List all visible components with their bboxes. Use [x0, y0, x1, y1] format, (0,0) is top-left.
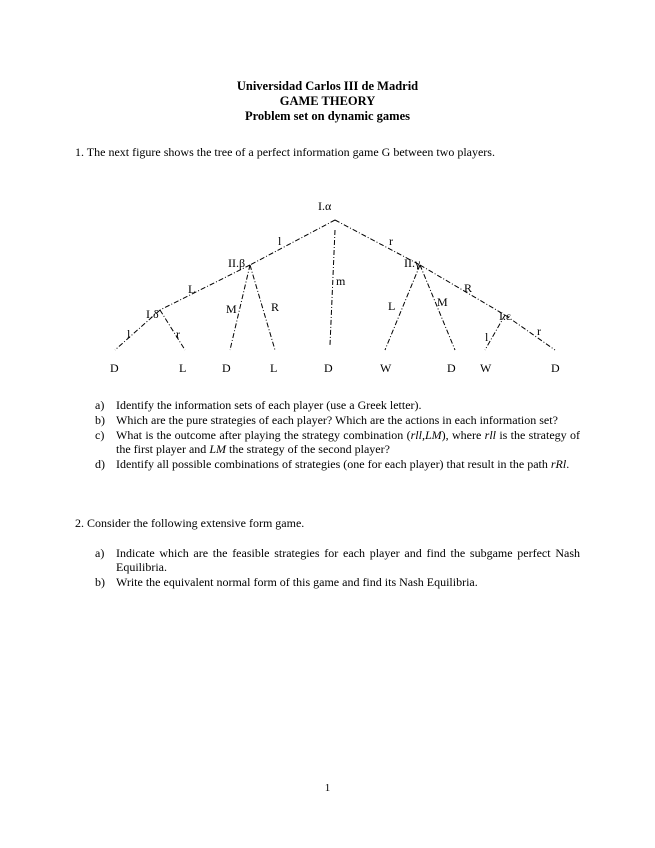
document-subtitle: Problem set on dynamic games [244, 109, 411, 123]
node-label-root: I.α [318, 199, 332, 213]
list-item [95, 413, 580, 427]
edge-label-rr-r: r [537, 324, 541, 338]
node-label-right: II.γ [404, 256, 421, 270]
item-text: Indicate which are the feasible strategies for each player and find the subgame perfect Nash Equilibria. [116, 546, 580, 574]
leaf-label: D [447, 361, 456, 375]
leaf-label: D [324, 361, 333, 375]
edge-ll-r [160, 310, 185, 350]
edge-label-rr-l: l [485, 330, 489, 344]
item-text: Write the equivalent normal form of this game and find its Nash Equilibria. [116, 575, 478, 589]
item-text: Identify all possible combinations of strategies (one for each player) that result in the path rRl. [116, 457, 570, 471]
leaf-label: D [110, 361, 119, 375]
item-marker: c) [95, 428, 105, 442]
course-title: GAME THEORY [279, 94, 376, 108]
page-number: 1 [324, 782, 331, 794]
edge-label-right-M: M [437, 295, 448, 309]
node-label-leftleft: I.δ [146, 307, 159, 321]
node-label-rightright: I.ε [499, 309, 512, 323]
leaf-label: D [222, 361, 231, 375]
game-tree [0, 190, 655, 390]
edge-label-ll-r: r [176, 327, 180, 341]
edge-label-right-L: L [388, 299, 396, 313]
edge-label-left-M: M [226, 302, 237, 316]
list-item [95, 575, 580, 589]
leaf-label: L [179, 361, 187, 375]
item-marker: b) [95, 413, 105, 427]
list-item [95, 428, 580, 456]
question-1-items [95, 398, 580, 472]
edge-root-mid [330, 230, 335, 345]
node-label-left: II.β [228, 256, 246, 270]
edge-label-left-L: L [188, 282, 196, 296]
edge-label-root-mid: m [336, 274, 346, 288]
university-name: Universidad Carlos III de Madrid [236, 79, 419, 93]
list-item [95, 457, 580, 471]
item-marker: d) [95, 457, 105, 471]
question-2-items [95, 546, 580, 590]
leaf-label: D [551, 361, 560, 375]
edge-rr-r [505, 315, 555, 350]
item-marker: b) [95, 575, 105, 589]
list-item [95, 546, 580, 574]
document-header [0, 79, 655, 124]
edge-right-R [420, 265, 505, 315]
item-text: Which are the pure strategies of each player? Which are the actions in each information set? [116, 413, 558, 427]
leaf-label: L [270, 361, 278, 375]
leaf-label: W [380, 361, 392, 375]
item-text: Identify the information sets of each player (use a Greek letter). [116, 398, 422, 412]
edge-label-right-R: R [464, 281, 473, 295]
question-2-text: 2. Consider the following extensive form game. [75, 516, 305, 530]
item-marker: a) [95, 398, 105, 412]
edge-root-left [250, 220, 335, 265]
question-1-text: 1. The next figure shows the tree of a perfect information game G between two players. [75, 145, 495, 159]
item-marker: a) [95, 546, 105, 560]
leaf-label: W [480, 361, 492, 375]
edge-label-left-R: R [271, 300, 280, 314]
edge-label-root-left: l [278, 234, 282, 248]
list-item [95, 398, 580, 412]
edge-label-root-right: r [389, 234, 393, 248]
edge-label-ll-l: l [127, 327, 131, 341]
item-text: What is the outcome after playing the strategy combination (rll,LM), where rll is the strategy of the first player and LM the strategy of the second player? [116, 428, 581, 456]
